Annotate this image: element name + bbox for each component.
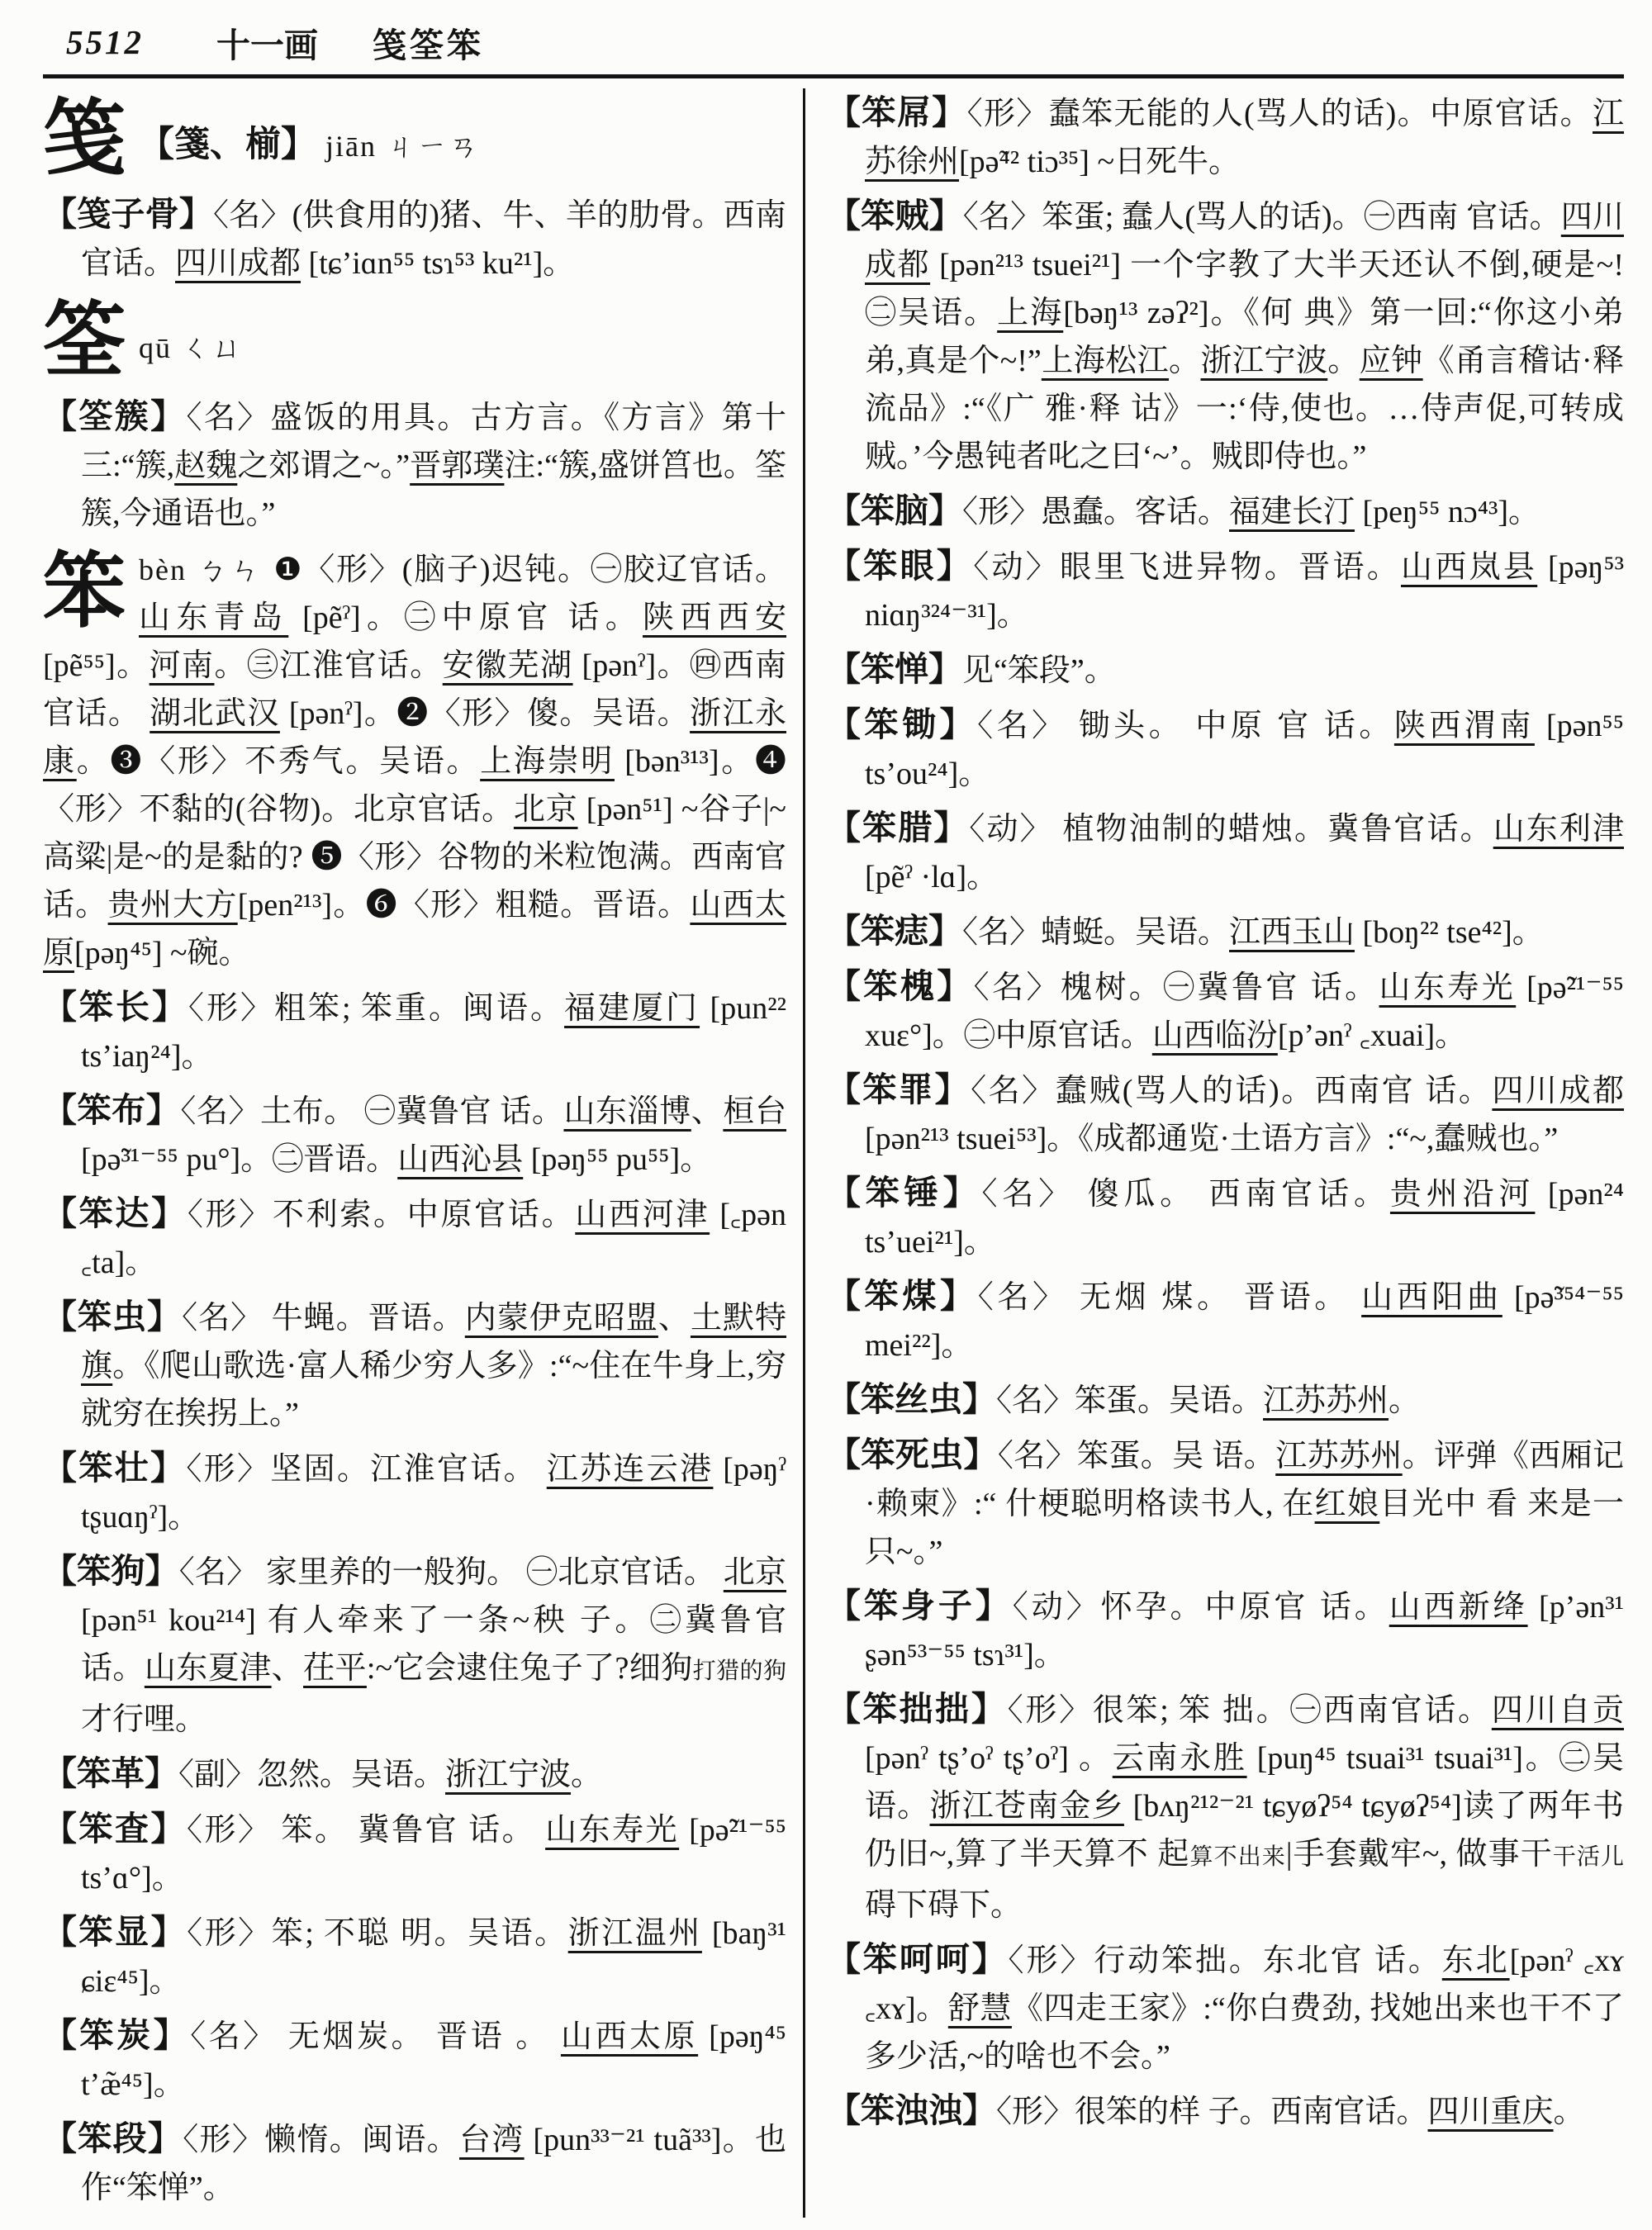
proper-noun-underlined: 山东寿光 [1379,970,1517,1005]
entry-headword: 【笨炭】 [43,2016,191,2054]
page-number: 5512 [66,23,144,61]
entry-text: 《甬言稽诂·释流品》:“《广 雅·释 诂》一:‘侍,使也。…侍声促,可转成贼。’今愚钝者叱之曰‘~’。贼即侍也。” [865,344,1624,474]
entry-headword: 【笨屌】 [827,93,967,131]
dictionary-entry [43,1805,786,1902]
proper-noun-underlined: 浙江永康 [43,696,786,779]
entry-headword: 【笨贼】 [827,197,963,235]
entry-text: 〈名〉 锄头。 中原 官 话。 [977,709,1394,743]
entry-text: [bʌŋ²¹²⁻²¹ tɕyøʔ⁵⁴ tɕyøʔ⁵⁴]读了两年书仍旧~,算了半天算不 起 [865,1789,1624,1872]
entry-headword: 【笨煤】 [827,1277,978,1315]
entry-text: 〈动〉 植物油制的蜡烛。冀鲁官话。 [969,812,1493,847]
entry-headword: 【笨锤】 [827,1174,982,1212]
dictionary-entry [43,190,786,287]
dictionary-entry [827,700,1624,798]
dictionary-entry [827,192,1624,481]
dictionary-entry [827,1375,1624,1425]
entry-text: [pənˀ ꜀xɤ ꜀xɤ]。 [865,1943,1624,2026]
entry-text: 、 [691,1094,724,1129]
proper-noun-underlined: 山东夏津 [144,1651,272,1686]
proper-noun-underlined: 陕西西安 [643,600,786,635]
entry-text: 碍下碍下。 [865,1888,1023,1923]
entry-text: [pẽ⁵⁵]。 [43,648,150,683]
entry-text: 〈名〉土布。 ㊀冀鲁官 话。 [180,1094,564,1129]
proper-noun-underlined: 贵州沿河 [1389,1177,1536,1212]
entry-headword: 【笨査】 [43,1810,188,1848]
head-character: 筌 [43,296,126,387]
entry-text: 〈名〉(供食用的)猪、牛、羊的肋骨。西南官话。 [81,198,787,281]
head-character-entry [43,93,786,184]
entry-headword: 【笨布】 [43,1091,181,1129]
entry-text: 〈名〉笨蛋; 蠢人(骂人的话)。㊀西南 官话。 [962,200,1561,235]
left-column [43,85,786,2218]
entry-text: 〈名〉 傻瓜。 西南官话。 [981,1177,1390,1212]
entry-text: 〈形〉行动笨拙。东北官 话。 [1008,1943,1442,1978]
dictionary-entry [827,2086,1624,2136]
entry-text: [pun³³⁻²¹ tuã³³]。也作“笨惮”。 [81,2123,786,2205]
pronunciation: bèn ㄅㄣ [139,553,274,586]
entry-text: [pen²¹³]。❻〈形〉粗糙。晋语。 [237,888,691,923]
entry-text: [p’ənˀ ꜀xuai]。 [1277,1018,1467,1053]
entry-text: ❶〈形〉(脑子)迟钝。㊀胶辽官话。 [273,553,786,587]
entry-text: 。评弹《西厢记·赖柬》:“ 什梗聪明格读书人, 在 [865,1439,1624,1521]
entry-text: 。 [1389,1383,1421,1418]
dictionary-entry [43,1547,786,1744]
proper-noun-underlined: 上海 [997,296,1064,330]
proper-noun-underlined: 山西太原 [560,2019,699,2054]
entry-headword: 【笨虫】 [43,1298,183,1336]
head-character-entry [43,546,786,977]
entry-text: [pənˀ tʂ’oˀ tʂ’oˀ] 。 [865,1741,1113,1776]
entry-headword: 【笨革】 [43,1754,178,1792]
entry-text: 〈名〉盛饭的用具。古方言。《方言》第十三:“簇, [81,401,786,483]
pronunciation: qū ㄑㄩ [139,331,244,364]
proper-noun-underlined: 四川重庆 [1427,2095,1554,2129]
proper-noun-underlined: 山西岚县 [1401,550,1538,585]
entry-text: [pẽˀ]。㊁中原官 话。 [288,600,643,635]
proper-noun-underlined: 山西临汾 [1151,1018,1278,1053]
entry-text: 〈名〉 无烟 煤。 晋语。 [977,1280,1362,1315]
head-character: 笺 [43,93,126,185]
header-guide-characters: 笺筌笨 [373,26,484,64]
entry-text: 《四走王家》:“你白费劲, 找她出来也干不了多少活,~的啥也不会。” [865,1991,1624,2074]
dictionary-entry [827,1582,1624,1679]
dictionary-entry [43,1444,786,1541]
entry-text: [pən²¹³ tsuei⁵³]。《成都通览·土语方言》:“~,蠢贼也。” [865,1122,1559,1156]
entry-headword: 【笨丝虫】 [827,1380,996,1418]
dictionary-entry [827,88,1624,186]
dictionary-entry [827,1272,1624,1369]
dictionary-entry [43,2114,786,2212]
proper-noun-underlined: 湖北武汉 [150,696,280,731]
proper-noun-underlined: 北京 [513,792,578,827]
entry-headword: 【笨狗】 [43,1552,179,1590]
proper-noun-underlined: 浙江宁波 [1200,344,1328,378]
pronunciation: jiān ㄐㄧㄢ [316,130,480,163]
gloss-note-small: 打猎的狗 [692,1658,786,1684]
entry-text: 。 [571,1758,603,1792]
entry-headword: 【筌簇】 [43,397,187,435]
entry-text: [pəŋ⁴⁵] ~碗。 [74,936,250,970]
entry-text: [pẽˀ ·lɑ]。 [865,860,999,894]
entry-headword: 【笨锄】 [827,705,978,743]
entry-text: [pəŋ⁴⁵ t’æ̃⁴⁵]。 [81,2019,786,2102]
proper-noun-underlined: 茌平 [303,1651,367,1686]
entry-text: 〈形〉愚蠢。客话。 [962,495,1230,529]
dictionary-entry [827,645,1624,695]
dictionary-entry [827,1169,1624,1266]
entry-headword: 【笨死虫】 [827,1435,998,1473]
proper-noun-underlined: 应钟 [1359,344,1423,378]
entry-text: [pən²¹³ tsuei²¹] 一个字教了大半天还认不倒,硬是~! ㊁吴语。 [865,248,1624,330]
dictionary-entry [43,392,786,538]
proper-noun-underlined: 赵魏 [174,448,238,483]
dictionary-entry [43,1749,786,1799]
entry-text: 〈形〉坚固。江淮官话。 [186,1452,547,1487]
entry-text: 〈形〉很笨; 笨 拙。㊀西南官话。 [1007,1693,1492,1728]
dictionary-entry [827,1685,1624,1929]
entry-text: 〈名〉笨蛋。吴 语。 [997,1439,1276,1473]
entry-text: 〈形〉懒惰。闽语。 [183,2123,459,2157]
entry-headword: 【笨达】 [43,1194,188,1232]
page-header [43,12,1624,73]
entry-text: 见“笨段”。 [962,653,1116,688]
entry-text: [pəŋ⁵⁵ pu⁵⁵]。 [523,1142,712,1177]
proper-noun-underlined: 四川成都 [1492,1074,1624,1108]
dictionary-entry [827,962,1624,1060]
proper-noun-underlined: 江西玉山 [1229,915,1355,950]
proper-noun-underlined: 江苏徐州 [865,97,1625,179]
proper-noun-underlined: 江苏苏州 [1263,1383,1389,1418]
proper-noun-underlined: 河南 [149,648,215,683]
dictionary-entry [827,486,1624,536]
dictionary-entry [43,1908,786,2005]
column-divider-rule [803,88,805,2218]
entry-text: 〈形〉粗笨; 笨重。闽语。 [188,991,565,1026]
entry-text: [pən⁵⁵ ts’ou²⁴]。 [865,709,1624,791]
entry-headword: 【笨拙拙】 [827,1690,1008,1728]
variant-forms: 【箋、椾】 [139,126,316,164]
entry-text: 之郊谓之~。” [237,448,411,483]
proper-noun-underlined: 山东淄博 [563,1094,691,1129]
entry-text: 、 [657,1301,691,1336]
entry-text: 〈形〉很笨的样 子。西南官话。 [996,2095,1428,2129]
dictionary-entry [827,804,1624,901]
entry-text: 〈形〉蠢笨无能的人(骂人的话)。中原官话。 [966,97,1593,131]
entry-text: 目光中 看 来是一只~。” [865,1487,1624,1569]
entry-headword: 【笨长】 [43,988,188,1026]
entry-text: 〈名〉 无烟炭。 晋语 。 [190,2019,561,2054]
proper-noun-underlined: 浙江宁波 [445,1758,572,1792]
entry-text: [boŋ²² tse⁴²]。 [1355,915,1544,950]
entry-text: [tɕ’iɑn⁵⁵ tsɿ⁵³ ku²¹]。 [301,246,575,281]
entry-headword: 【笨惮】 [827,650,962,688]
proper-noun-underlined: 山西沁县 [397,1142,524,1177]
dictionary-entry [827,1935,1624,2081]
proper-noun-underlined: 北京 [723,1555,786,1590]
entry-text: [pən⁵¹] ~谷子|~高粱|是~的是黏的? ❺〈形〉谷物的米粒饱满。西南官话。 [43,792,786,923]
proper-noun-underlined: 浙江苍南金乡 [929,1789,1124,1824]
dictionary-entry [827,1065,1624,1163]
dictionary-entry [43,1189,786,1287]
entry-text: 。 [1327,344,1360,378]
entry-text: 。《爬山歌选·富人稀少穷人多》:“~住在牛身上,穷就穷在挨拐上。” [81,1349,786,1431]
proper-noun-underlined: 土默特旗 [81,1301,786,1383]
proper-noun-underlined: 江苏连云港 [546,1452,714,1487]
proper-noun-underlined: 江苏苏州 [1275,1439,1403,1473]
entry-text: [pən⁵¹ kou²¹⁴] 有人牵来了一条~秧 子。㊁冀鲁官话。 [81,1603,786,1686]
proper-noun-underlined: 桓台 [723,1094,786,1129]
entry-text: 〈名〉蜻蜓。吴语。 [962,915,1230,950]
gloss-note-small: 算不出来 [1189,1844,1286,1870]
proper-noun-underlined: 四川成都 [865,200,1624,282]
dictionary-entry [827,1431,1624,1576]
entry-text: [pə̃⁴² tiɔ³⁵] ~日死牛。 [959,145,1241,179]
entry-text: 〈副〉忽然。吴语。 [178,1758,446,1792]
entry-headword: 【笨槐】 [827,967,974,1005]
entry-text: [pənˀ]。❷〈形〉傻。吴语。 [279,696,691,731]
entry-text: [꜀pən ꜀ta]。 [81,1198,786,1280]
entry-text: 注:“簇,盛饼筥也。筌簇,今通语也。” [81,448,786,531]
entry-headword: 【笨痣】 [827,912,962,950]
proper-noun-underlined: 四川自贡 [1491,1693,1625,1728]
proper-noun-underlined: 舒慧 [947,1991,1012,2026]
dictionary-entry [43,1293,786,1438]
proper-noun-underlined: 山东青岛 [139,600,289,635]
entry-text: [pən²⁴ ts’uei²¹]。 [865,1177,1624,1260]
entry-text: [pə̃³¹⁻⁵⁵ pu°]。㊁晋语。 [81,1142,398,1177]
dictionary-entry [43,2011,786,2109]
entry-headword: 【笨呵呵】 [827,1940,1009,1978]
proper-noun-underlined: 东北 [1441,1943,1510,1978]
proper-noun-underlined: 山东利津 [1493,812,1624,847]
proper-noun-underlined: 安徽芜湖 [442,648,573,683]
entry-text: 〈形〉不利索。中原官话。 [187,1198,576,1232]
proper-noun-underlined: 福建长汀 [1229,495,1355,529]
entry-text: [bən³¹³]。❹〈形〉不黏的(谷物)。北京官话。 [43,744,786,827]
proper-noun-underlined: 四川成都 [175,246,301,281]
entry-headword: 【笨身子】 [827,1587,1013,1625]
entry-text: [pənˀ]。㊃西南官话。 [43,648,786,731]
entry-text: 〈形〉笨; 不聪 明。吴语。 [187,1916,568,1951]
entry-text: 〈动〉怀孕。中原官 话。 [1012,1590,1389,1625]
entry-text: 〈名〉 牛蝇。晋语。 [182,1301,465,1336]
entry-text: 。❸〈形〉不秀气。吴语。 [76,744,481,779]
entry-text: 。 [1169,344,1201,378]
entry-text: [pə̃²¹⁻⁵⁵ xuɛ°]。㊁中原官话。 [865,970,1624,1053]
entry-text: 。 [1553,2095,1585,2129]
entry-headword: 【笨段】 [43,2119,183,2157]
dictionary-entry [827,907,1624,956]
entry-text: [pə̃³⁵⁴⁻⁵⁵ mei²²]。 [865,1280,1624,1363]
proper-noun-underlined: 晋郭璞 [410,448,505,483]
stroke-count-section: 十一画 [216,26,318,64]
entry-headword: 【笨壮】 [43,1449,187,1487]
entry-text: |手套戴牢~, 做事干 [1285,1837,1553,1872]
entry-text: :~它会逮住兔子了?细狗 [366,1651,693,1686]
entry-headword: 【笺子骨】 [43,195,213,233]
entry-text: [pun²² ts’iaŋ²⁴]。 [81,991,786,1074]
entry-text: 〈名〉笨蛋。吴语。 [996,1383,1264,1418]
text-columns [43,85,1624,2218]
entry-text: [peŋ⁵⁵ nɔ⁴³]。 [1355,495,1540,529]
entry-text: 〈动〉眼里飞进异物。晋语。 [973,550,1402,585]
gloss-note-small: 干活儿 [1552,1844,1625,1870]
dictionary-entry [827,542,1624,639]
entry-text: [bəŋ¹³ zəʔ²]。《何 典》第一回:“你这小弟弟,真是个~!” [865,296,1624,378]
entry-headword: 【笨显】 [43,1913,188,1951]
head-character-entry [43,296,786,387]
proper-noun-underlined: 山西河津 [575,1198,710,1232]
proper-noun-underlined: 山西新绛 [1389,1590,1528,1625]
proper-noun-underlined: 内蒙伊克昭盟 [464,1301,658,1336]
entry-text: 〈名〉槐树。㊀冀鲁官 话。 [973,970,1379,1005]
right-column [827,85,1624,2218]
entry-text: [p’ən³¹ ʂən⁵³⁻⁵⁵ tsɿ³¹]。 [865,1590,1624,1672]
entry-headword: 【笨罪】 [827,1070,971,1108]
dictionary-entry [43,1086,786,1184]
entry-text: 、 [271,1651,304,1686]
entry-headword: 【笨腊】 [827,809,970,847]
entry-headword: 【笨浊浊】 [827,2091,996,2129]
header-rule [43,74,1624,78]
proper-noun-underlined: 红娘 [1314,1487,1380,1521]
proper-noun-underlined: 上海松江 [1041,344,1170,378]
entry-text: 。㊂江淮官话。 [214,648,443,683]
entry-text: [baŋ³¹ ɕiɛ⁴⁵]。 [81,1916,786,1999]
entry-text: 〈名〉 家里养的一般狗。 ㊀北京官话。 [178,1555,724,1590]
dictionary-entry [43,983,786,1080]
proper-noun-underlined: 台湾 [459,2123,525,2157]
proper-noun-underlined: 云南永胜 [1112,1741,1247,1776]
proper-noun-underlined: 山西太原 [43,888,786,970]
proper-noun-underlined: 浙江温州 [567,1916,702,1951]
entry-text: 〈名〉蠢贼(骂人的话)。西南官 话。 [971,1074,1493,1108]
proper-noun-underlined: 陕西渭南 [1393,709,1535,743]
proper-noun-underlined: 贵州大方 [107,888,238,923]
entry-text: [pəŋ⁵³ niɑŋ³²⁴⁻³¹]。 [865,550,1624,633]
entry-text: 才行哩。 [81,1702,207,1737]
entry-text: [pəŋˀ tʂuɑŋˀ]。 [81,1452,786,1535]
entry-text: [pə̃²¹⁻⁵⁵ ts’ɑ°]。 [81,1813,787,1896]
entry-headword: 【笨眼】 [827,547,974,585]
entry-headword: 【笨脑】 [827,491,962,529]
entry-text: [puŋ⁴⁵ tsuai³¹ tsuai³¹]。㊁吴语。 [865,1741,1624,1824]
head-character: 笨 [43,546,126,638]
proper-noun-underlined: 山西阳曲 [1361,1280,1502,1315]
proper-noun-underlined: 山东寿光 [545,1813,680,1848]
proper-noun-underlined: 上海崇明 [480,744,615,779]
proper-noun-underlined: 福建厦门 [564,991,700,1026]
entry-text: 〈形〉 笨。 冀鲁官 话。 [187,1813,546,1848]
